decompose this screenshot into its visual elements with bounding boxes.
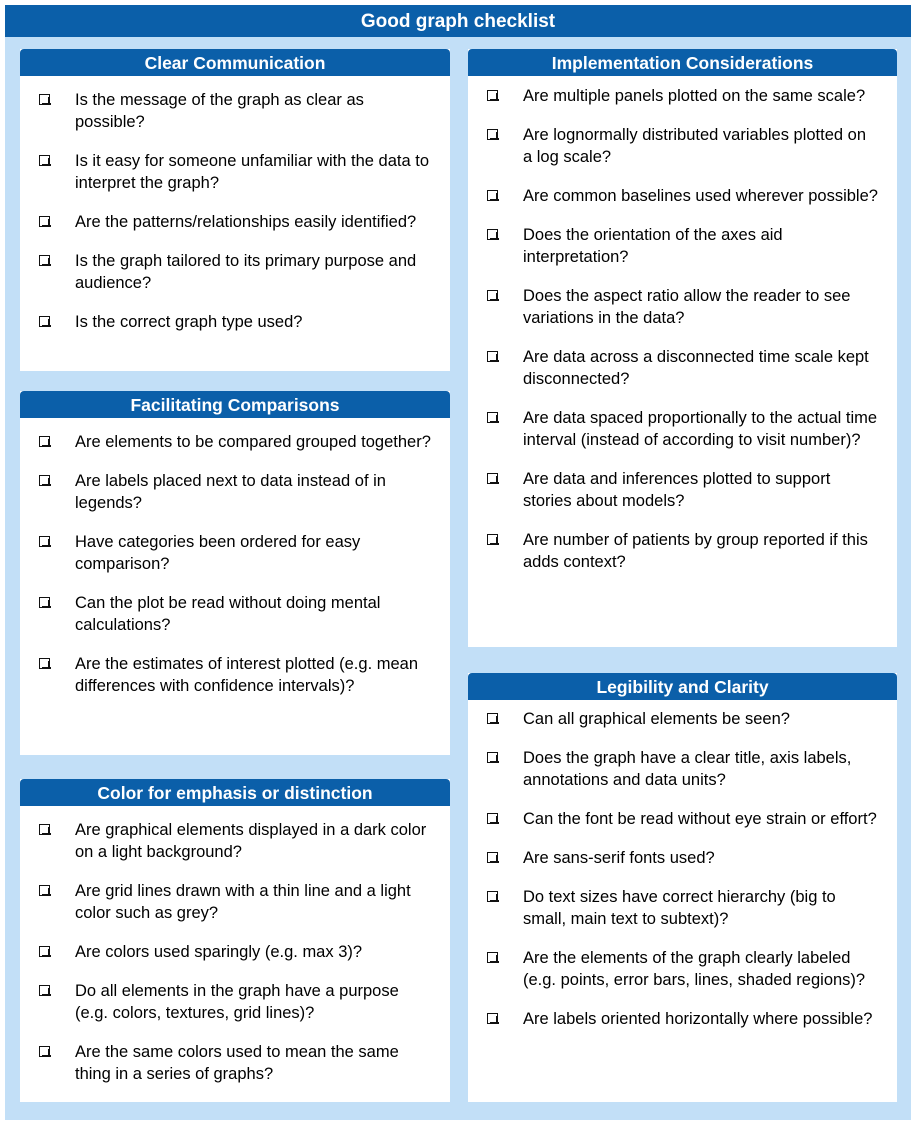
checklist-item-text: Can the plot be read without doing mental calculations? (75, 594, 381, 634)
section-title: Legibility and Clarity (468, 673, 897, 700)
checkbox-icon[interactable] (487, 534, 498, 545)
checkbox-icon[interactable] (39, 316, 50, 327)
checklist-item-text: Are labels oriented horizontally where possible? (523, 1010, 873, 1028)
checklist-item-text: Is the graph tailored to its primary purpose and audience? (75, 252, 417, 292)
checklist-item (468, 185, 897, 207)
checklist-item (468, 808, 897, 830)
section-facilitating-comparisons (20, 391, 450, 755)
checklist-item-text: Do all elements in the graph have a purpose (e.g. colors, textures, grid lines)? (75, 982, 399, 1022)
checklist-item-text: Does the graph have a clear title, axis labels, annotations and data units? (523, 749, 852, 789)
checklist-item (468, 85, 897, 107)
checklist-item-text: Are colors used sparingly (e.g. max 3)? (75, 943, 363, 961)
checklist-item (468, 346, 897, 390)
checklist-item (20, 250, 450, 294)
section-legibility-clarity (468, 673, 897, 1102)
checklist-item (468, 1008, 897, 1030)
checkbox-icon[interactable] (39, 985, 50, 996)
section-title: Clear Communication (20, 49, 450, 76)
checklist-item-text: Are sans-serif fonts used? (523, 849, 715, 867)
checkbox-icon[interactable] (487, 891, 498, 902)
checklist-item (20, 980, 450, 1024)
checklist-item (20, 941, 450, 963)
checkbox-icon[interactable] (487, 752, 498, 763)
checklist-item-text: Are the same colors used to mean the same thing in a series of graphs? (75, 1043, 399, 1083)
checkbox-icon[interactable] (487, 90, 498, 101)
checkbox-icon[interactable] (487, 813, 498, 824)
checkbox-icon[interactable] (39, 946, 50, 957)
checklist-item (20, 531, 450, 575)
checklist-item (468, 124, 897, 168)
checklist-item (20, 470, 450, 514)
checkbox-icon[interactable] (39, 436, 50, 447)
section-title: Facilitating Comparisons (20, 391, 450, 418)
checkbox-icon[interactable] (487, 713, 498, 724)
checklist-item-text: Does the orientation of the axes aid interpretation? (523, 226, 783, 266)
checkbox-icon[interactable] (39, 475, 50, 486)
page-title: Good graph checklist (5, 5, 911, 37)
checkbox-icon[interactable] (487, 351, 498, 362)
checklist-item (468, 886, 897, 930)
section-implementation-considerations (468, 49, 897, 647)
checkbox-icon[interactable] (39, 94, 50, 105)
checklist-item-text: Are elements to be compared grouped together? (75, 433, 431, 451)
checklist-item-text: Are multiple panels plotted on the same scale? (523, 87, 866, 105)
checkbox-icon[interactable] (487, 412, 498, 423)
checkbox-icon[interactable] (487, 129, 498, 140)
checklist-item (20, 819, 450, 863)
checklist-item-text: Is the correct graph type used? (75, 313, 303, 331)
checklist-item (20, 311, 450, 333)
checkbox-icon[interactable] (39, 216, 50, 227)
checkbox-icon[interactable] (39, 536, 50, 547)
checkbox-icon[interactable] (39, 1046, 50, 1057)
checkbox-icon[interactable] (487, 190, 498, 201)
checklist-items (468, 76, 897, 573)
checkbox-icon[interactable] (487, 473, 498, 484)
checkbox-icon[interactable] (39, 155, 50, 166)
checklist-item-text: Are lognormally distributed variables plotted on a log scale? (523, 126, 867, 166)
checklist-item (20, 592, 450, 636)
section-title: Implementation Considerations (468, 49, 897, 76)
checklist-item (20, 89, 450, 133)
checklist-item (468, 468, 897, 512)
checklist-item (468, 847, 897, 869)
checklist-item-text: Does the aspect ratio allow the reader to see variations in the data? (523, 287, 851, 327)
checklist-item-text: Are common baselines used wherever possible? (523, 187, 878, 205)
checklist-item-text: Are the estimates of interest plotted (e.g. mean differences with confidence intervals)? (75, 655, 419, 695)
checklist-items (20, 418, 450, 697)
checklist-item-text: Are labels placed next to data instead of in legends? (75, 472, 386, 512)
checklist-item-text: Are grid lines drawn with a thin line and a light color such as grey? (75, 882, 411, 922)
checkbox-icon[interactable] (39, 255, 50, 266)
checklist-item-text: Can the font be read without eye strain or effort? (523, 810, 877, 828)
checkbox-icon[interactable] (487, 229, 498, 240)
checkbox-icon[interactable] (487, 290, 498, 301)
checklist-item (20, 653, 450, 697)
checklist-items (20, 76, 450, 333)
checklist-item-text: Is it easy for someone unfamiliar with the data to interpret the graph? (75, 152, 430, 192)
checklist-item-text: Are the patterns/relationships easily identified? (75, 213, 417, 231)
section-title: Color for emphasis or distinction (20, 779, 450, 806)
checkbox-icon[interactable] (39, 885, 50, 896)
section-clear-communication (20, 49, 450, 371)
checklist-item-text: Are data and inferences plotted to support stories about models? (523, 470, 831, 510)
checkbox-icon[interactable] (487, 852, 498, 863)
checklist-items (468, 700, 897, 1030)
checklist-item-text: Are number of patients by group reported if this adds context? (523, 531, 868, 571)
checklist-item (468, 285, 897, 329)
checklist-item-text: Have categories been ordered for easy comparison? (75, 533, 361, 573)
checklist-item-text: Are data spaced proportionally to the actual time interval (instead of according to visit number)? (523, 409, 878, 449)
checkbox-icon[interactable] (487, 952, 498, 963)
checklist-item-text: Are the elements of the graph clearly labeled (e.g. points, error bars, lines, shaded regions)? (523, 949, 866, 989)
checkbox-icon[interactable] (39, 658, 50, 669)
checklist-item-text: Do text sizes have correct hierarchy (big to small, main text to subtext)? (523, 888, 836, 928)
checkbox-icon[interactable] (39, 597, 50, 608)
checklist-page (5, 5, 911, 1120)
checklist-item (468, 747, 897, 791)
checklist-item (468, 708, 897, 730)
checklist-item-text: Is the message of the graph as clear as possible? (75, 91, 364, 131)
checklist-item (468, 407, 897, 451)
checklist-items (20, 806, 450, 1085)
checklist-item-text: Can all graphical elements be seen? (523, 710, 790, 728)
checklist-item (20, 1041, 450, 1085)
checklist-item (20, 150, 450, 194)
checklist-item (468, 529, 897, 573)
checklist-item (468, 947, 897, 991)
checkbox-icon[interactable] (39, 824, 50, 835)
checklist-item (468, 224, 897, 268)
section-color-emphasis (20, 779, 450, 1102)
checklist-item-text: Are graphical elements displayed in a dark color on a light background? (75, 821, 427, 861)
checkbox-icon[interactable] (487, 1013, 498, 1024)
checklist-item-text: Are data across a disconnected time scale kept disconnected? (523, 348, 869, 388)
checklist-item (20, 431, 450, 453)
checklist-item (20, 880, 450, 924)
checklist-item (20, 211, 450, 233)
